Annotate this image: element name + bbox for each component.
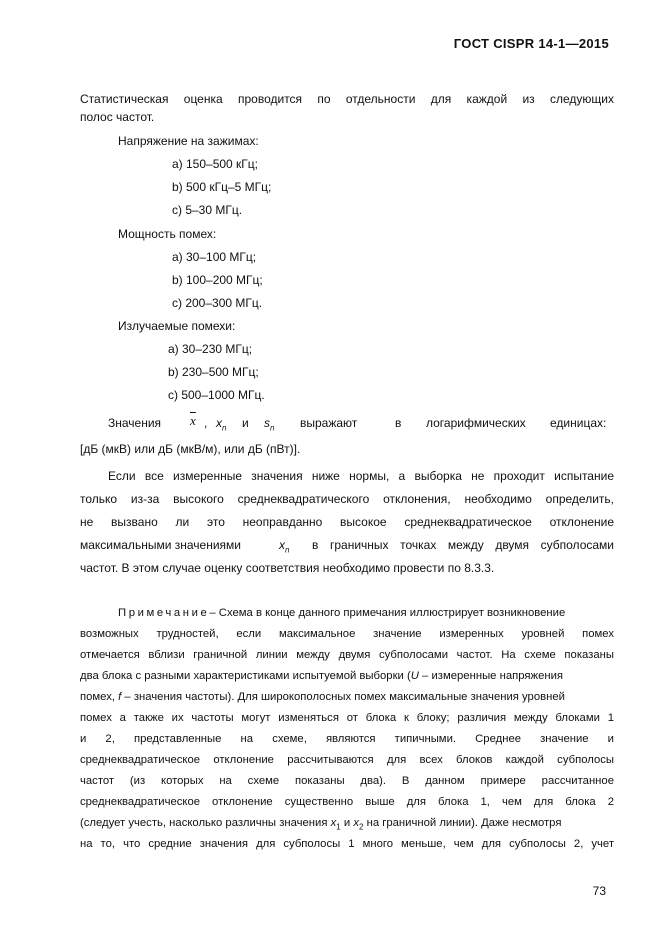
note-line-10: среднеквадратическое отклонение существенно выше для блока 1, чем для блока 2 [80, 796, 614, 808]
mean-symbol: $\overline{x}$ [190, 413, 196, 428]
units-line: [дБ (мкВ) или дБ (мкВ/м), или дБ (пВт)]. [80, 442, 301, 456]
group-title-voltage: Напряжение на зажимах: [118, 134, 259, 148]
note-line-12: на то, что средние значения для субполосы 1 много меньше, чем для субполосы 2, учет [80, 838, 614, 850]
log-word: логарифмических [426, 416, 526, 430]
note-label: Примечание [118, 607, 210, 619]
comma: , [204, 416, 208, 430]
para2-line-3: не вызвано ли это неоправданно высокое среднеквадратическое отклонение [80, 515, 614, 529]
list-item: c) 500–1000 МГц. [168, 388, 265, 402]
intro-line-2: полос частот. [80, 110, 155, 124]
note-line-1: – Схема в конце данного примечания иллюстрирует возникновение [209, 607, 566, 619]
in-word: в [395, 416, 402, 430]
page-number: 73 [592, 884, 606, 898]
note-line-7: и 2, представленные на схеме, являются типичными. Среднее значение и [80, 733, 614, 745]
note-line-3: отмечается вблизи граничной линии между двумя субполосами частот. На схеме показаны [80, 649, 614, 661]
group-title-power: Мощность помех: [118, 227, 217, 241]
values-word: Значения [108, 416, 162, 430]
list-item: b) 100–200 МГц; [172, 273, 263, 287]
para2-line-5: частот. В этом случае оценку соответствия необходимо провести по 8.3.3. [80, 561, 495, 575]
and-word: и [242, 416, 249, 430]
sn-symbol: $s_n$ [264, 416, 275, 433]
xn-symbol: $x_n$ [216, 416, 227, 433]
para2-line-4a: максимальными значениями [80, 538, 241, 552]
note-line-9: частот (из которых на схеме показаны два). В данном примере рассчитанное [80, 775, 614, 787]
xn-symbol: $x_n$ [279, 538, 290, 555]
para2-line-2: только из-за высокого среднеквадратического отклонения, необходимо определить, [80, 492, 614, 506]
note-line-11: (следует учесть, насколько различны значения $x_1$ и $x_2$ на граничной линии). Даже несмотря [80, 817, 562, 832]
group-title-radiated: Излучаемые помехи: [118, 319, 236, 333]
list-item: c) 5–30 МГц. [172, 203, 243, 217]
note-block [118, 603, 565, 624]
list-item: a) 150–500 кГц; [172, 157, 259, 171]
note-line-5: помех, f – значения частоты). Для широкополосных помех максимальные значения уровней [80, 691, 565, 703]
note-line-6: помех а также их частоты могут изменяться от блока к блоку; различия между блоками 1 [80, 712, 614, 724]
list-item: a) 30–230 МГц; [168, 342, 253, 356]
list-item: b) 500 кГц–5 МГц; [172, 180, 272, 194]
note-line-8: среднеквадратическое отклонение рассчитываются для всех блоков каждой субполосы [80, 754, 614, 766]
list-item: b) 230–500 МГц; [168, 365, 259, 379]
standard-header: ГОСТ CISPR 14-1—2015 [453, 36, 609, 51]
note-line-2: возможных трудностей, если максимальное значение измеренных уровней помех [80, 628, 614, 640]
list-item: c) 200–300 МГц. [172, 296, 263, 310]
note-line-4: два блока с разными характеристиками испытуемой выборки (U – измеренные напряжения [80, 670, 564, 682]
list-item: a) 30–100 МГц; [172, 250, 257, 264]
units-word: единицах: [550, 416, 607, 430]
para2-line-4b: в граничных точках между двумя субполосами [312, 538, 614, 552]
express-word: выражают [300, 416, 358, 430]
intro-line-1: Статистическая оценка проводится по отдельности для каждой из следующих [80, 92, 614, 106]
para2-line-1: Если все измеренные значения ниже нормы, а выборка не проходит испытание [108, 469, 614, 483]
